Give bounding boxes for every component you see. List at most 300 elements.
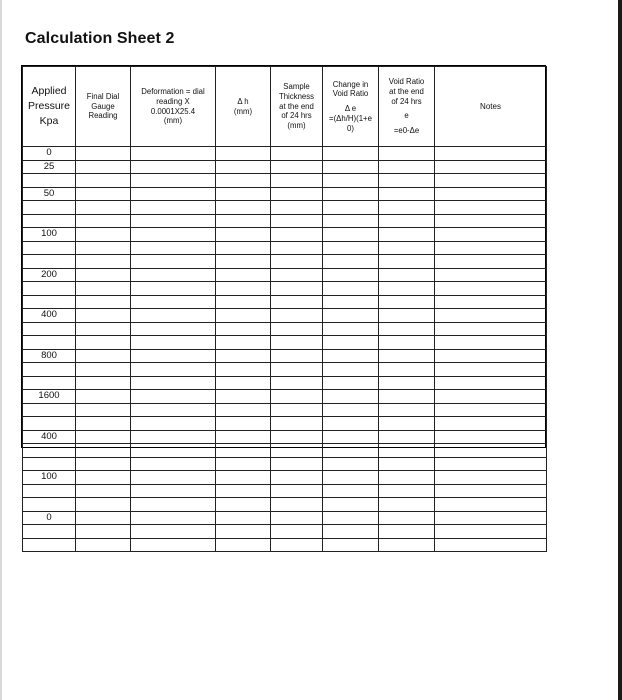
entry-cell[interactable] xyxy=(323,349,379,363)
table-row xyxy=(23,457,547,471)
entry-cell[interactable] xyxy=(216,295,271,309)
header-text: Reading xyxy=(88,111,118,121)
entry-cell[interactable] xyxy=(379,322,435,336)
entry-cell[interactable] xyxy=(379,390,435,404)
pressure-cell[interactable]: 400 xyxy=(23,430,76,444)
entry-cell[interactable] xyxy=(271,187,323,201)
entry-cell[interactable] xyxy=(323,255,379,269)
entry-cell[interactable] xyxy=(131,538,216,552)
entry-cell[interactable] xyxy=(216,457,271,471)
table-row xyxy=(23,444,547,458)
entry-cell[interactable] xyxy=(131,160,216,174)
header-text: at the end xyxy=(279,101,314,111)
entry-cell[interactable] xyxy=(76,525,131,539)
pressure-cell[interactable]: 800 xyxy=(23,349,76,363)
entry-cell[interactable] xyxy=(323,363,379,377)
pressure-cell[interactable]: 0 xyxy=(23,511,76,525)
entry-cell[interactable] xyxy=(435,336,547,350)
entry-cell[interactable] xyxy=(131,201,216,215)
entry-cell[interactable] xyxy=(323,430,379,444)
header-text: Thickness xyxy=(278,91,315,101)
entry-cell[interactable] xyxy=(379,187,435,201)
entry-cell[interactable] xyxy=(76,390,131,404)
table-row xyxy=(23,349,547,363)
pressure-cell[interactable]: 0 xyxy=(23,147,76,161)
entry-cell[interactable] xyxy=(323,484,379,498)
entry-cell[interactable] xyxy=(76,363,131,377)
entry-cell[interactable] xyxy=(323,214,379,228)
entry-cell[interactable] xyxy=(271,336,323,350)
header-delta-h xyxy=(216,67,271,147)
entry-cell[interactable] xyxy=(131,484,216,498)
entry-cell[interactable] xyxy=(216,498,271,512)
header-text: Pressure xyxy=(27,100,70,113)
pressure-cell[interactable]: 400 xyxy=(23,309,76,323)
entry-cell[interactable] xyxy=(379,444,435,458)
pressure-cell[interactable] xyxy=(23,444,76,458)
entry-cell[interactable] xyxy=(271,160,323,174)
header-text: Δ e xyxy=(344,104,357,114)
entry-cell[interactable] xyxy=(379,201,435,215)
entry-cell[interactable] xyxy=(271,525,323,539)
header-text: of 24 hrs xyxy=(281,111,312,121)
entry-cell[interactable] xyxy=(379,511,435,525)
entry-cell[interactable] xyxy=(216,484,271,498)
entry-cell[interactable] xyxy=(76,282,131,296)
entry-cell[interactable] xyxy=(131,376,216,390)
pressure-cell[interactable] xyxy=(23,363,76,377)
entry-cell[interactable] xyxy=(435,174,547,188)
header-text: reading X xyxy=(156,96,190,106)
header-text: 0.0001X25.4 xyxy=(150,106,196,116)
header-text: Applied xyxy=(31,85,67,98)
table-row xyxy=(23,390,547,404)
entry-cell[interactable] xyxy=(131,457,216,471)
header-text: Void Ratio xyxy=(332,89,369,99)
entry-cell[interactable] xyxy=(323,376,379,390)
entry-cell[interactable] xyxy=(216,471,271,485)
entry-cell[interactable] xyxy=(131,147,216,161)
entry-cell[interactable] xyxy=(435,390,547,404)
entry-cell[interactable] xyxy=(271,309,323,323)
entry-cell[interactable] xyxy=(435,160,547,174)
entry-cell[interactable] xyxy=(271,295,323,309)
entry-cell[interactable] xyxy=(131,471,216,485)
entry-cell[interactable] xyxy=(131,430,216,444)
entry-cell[interactable] xyxy=(435,484,547,498)
entry-cell[interactable] xyxy=(271,457,323,471)
entry-cell[interactable] xyxy=(216,376,271,390)
header-text: Sample xyxy=(283,82,310,92)
entry-cell[interactable] xyxy=(131,403,216,417)
entry-cell[interactable] xyxy=(323,403,379,417)
header-final-dial-gauge xyxy=(76,67,131,147)
entry-cell[interactable] xyxy=(323,390,379,404)
entry-cell[interactable] xyxy=(379,484,435,498)
table-row xyxy=(23,471,547,485)
table-row xyxy=(23,525,547,539)
entry-cell[interactable] xyxy=(379,349,435,363)
entry-cell[interactable] xyxy=(271,417,323,431)
entry-cell[interactable] xyxy=(216,187,271,201)
entry-cell[interactable] xyxy=(271,349,323,363)
entry-cell[interactable] xyxy=(435,417,547,431)
entry-cell[interactable] xyxy=(323,511,379,525)
entry-cell[interactable] xyxy=(379,228,435,242)
pressure-cell[interactable] xyxy=(23,241,76,255)
entry-cell[interactable] xyxy=(323,538,379,552)
table-row xyxy=(23,363,547,377)
entry-cell[interactable] xyxy=(76,403,131,417)
header-text: Kpa xyxy=(39,114,59,127)
entry-cell[interactable] xyxy=(216,363,271,377)
table-row xyxy=(23,376,547,390)
entry-cell[interactable] xyxy=(379,403,435,417)
table-row xyxy=(23,160,547,174)
entry-cell[interactable] xyxy=(379,295,435,309)
table-row xyxy=(23,403,547,417)
pressure-cell[interactable] xyxy=(23,282,76,296)
entry-cell[interactable] xyxy=(131,241,216,255)
pressure-cell[interactable] xyxy=(23,255,76,269)
entry-cell[interactable] xyxy=(271,255,323,269)
entry-cell[interactable] xyxy=(271,228,323,242)
entry-cell[interactable] xyxy=(76,147,131,161)
entry-cell[interactable] xyxy=(379,430,435,444)
pressure-cell[interactable]: 200 xyxy=(23,268,76,282)
entry-cell[interactable] xyxy=(323,295,379,309)
header-change-in-void-ratio xyxy=(323,67,379,147)
header-text: of 24 hrs xyxy=(391,96,422,106)
entry-cell[interactable] xyxy=(271,484,323,498)
entry-cell[interactable] xyxy=(271,471,323,485)
entry-cell[interactable] xyxy=(76,444,131,458)
page-edge-shadow xyxy=(618,0,622,700)
entry-cell[interactable] xyxy=(271,444,323,458)
entry-cell[interactable] xyxy=(131,295,216,309)
entry-cell[interactable] xyxy=(76,160,131,174)
entry-cell[interactable] xyxy=(271,241,323,255)
entry-cell[interactable] xyxy=(271,376,323,390)
entry-cell[interactable] xyxy=(435,457,547,471)
table-body xyxy=(23,147,547,552)
entry-cell[interactable] xyxy=(216,174,271,188)
entry-cell[interactable] xyxy=(435,376,547,390)
pressure-cell[interactable]: 50 xyxy=(23,187,76,201)
entry-cell[interactable] xyxy=(76,417,131,431)
entry-cell[interactable] xyxy=(131,417,216,431)
entry-cell[interactable] xyxy=(131,363,216,377)
entry-cell[interactable] xyxy=(216,160,271,174)
table-row xyxy=(23,187,547,201)
header-text: Void Ratio xyxy=(388,77,425,87)
entry-cell[interactable] xyxy=(435,511,547,525)
entry-cell[interactable] xyxy=(271,538,323,552)
table-row xyxy=(23,484,547,498)
pressure-cell[interactable] xyxy=(23,201,76,215)
entry-cell[interactable] xyxy=(76,241,131,255)
header-text: 0) xyxy=(347,123,354,133)
entry-cell[interactable] xyxy=(435,214,547,228)
table-row xyxy=(23,282,547,296)
entry-cell[interactable] xyxy=(379,538,435,552)
table-row xyxy=(23,309,547,323)
entry-cell[interactable] xyxy=(435,241,547,255)
entry-cell[interactable] xyxy=(379,147,435,161)
entry-cell[interactable] xyxy=(323,187,379,201)
entry-cell[interactable] xyxy=(131,390,216,404)
entry-cell[interactable] xyxy=(131,349,216,363)
entry-cell[interactable] xyxy=(379,160,435,174)
pressure-cell[interactable] xyxy=(23,457,76,471)
entry-cell[interactable] xyxy=(379,471,435,485)
entry-cell[interactable] xyxy=(216,430,271,444)
entry-cell[interactable] xyxy=(323,471,379,485)
entry-cell[interactable] xyxy=(271,147,323,161)
entry-cell[interactable] xyxy=(379,417,435,431)
header-text: Gauge xyxy=(91,101,115,111)
entry-cell[interactable] xyxy=(216,255,271,269)
entry-cell[interactable] xyxy=(323,147,379,161)
header-deformation xyxy=(131,67,216,147)
entry-cell[interactable] xyxy=(216,336,271,350)
entry-cell[interactable] xyxy=(131,309,216,323)
entry-cell[interactable] xyxy=(435,187,547,201)
header-row xyxy=(23,67,547,147)
pressure-cell[interactable] xyxy=(23,417,76,431)
entry-cell[interactable] xyxy=(76,457,131,471)
pressure-cell[interactable]: 25 xyxy=(23,160,76,174)
header-text: e xyxy=(404,111,409,121)
pressure-cell[interactable]: 100 xyxy=(23,228,76,242)
entry-cell[interactable] xyxy=(435,363,547,377)
entry-cell[interactable] xyxy=(323,201,379,215)
entry-cell[interactable] xyxy=(379,214,435,228)
entry-cell[interactable] xyxy=(76,538,131,552)
entry-cell[interactable] xyxy=(131,255,216,269)
table-row xyxy=(23,511,547,525)
entry-cell[interactable] xyxy=(76,214,131,228)
table-row xyxy=(23,538,547,552)
entry-cell[interactable] xyxy=(216,214,271,228)
pressure-cell[interactable]: 100 xyxy=(23,471,76,485)
entry-cell[interactable] xyxy=(216,349,271,363)
entry-cell[interactable] xyxy=(131,174,216,188)
entry-cell[interactable] xyxy=(379,336,435,350)
entry-cell[interactable] xyxy=(435,498,547,512)
entry-cell[interactable] xyxy=(76,430,131,444)
entry-cell[interactable] xyxy=(271,201,323,215)
header-text: Change in xyxy=(332,79,369,89)
table-row xyxy=(23,336,547,350)
entry-cell[interactable] xyxy=(216,241,271,255)
entry-cell[interactable] xyxy=(435,322,547,336)
header-text: =e0-Δe xyxy=(393,126,420,136)
entry-cell[interactable] xyxy=(323,268,379,282)
entry-cell[interactable] xyxy=(76,255,131,269)
table-row xyxy=(23,268,547,282)
entry-cell[interactable] xyxy=(379,241,435,255)
entry-cell[interactable] xyxy=(435,471,547,485)
pressure-cell[interactable]: 1600 xyxy=(23,390,76,404)
table-row xyxy=(23,228,547,242)
entry-cell[interactable] xyxy=(76,201,131,215)
header-text: at the end xyxy=(389,86,424,96)
entry-cell[interactable] xyxy=(271,214,323,228)
entry-cell[interactable] xyxy=(435,349,547,363)
entry-cell[interactable] xyxy=(216,403,271,417)
entry-cell[interactable] xyxy=(323,309,379,323)
entry-cell[interactable] xyxy=(76,187,131,201)
entry-cell[interactable] xyxy=(323,444,379,458)
entry-cell[interactable] xyxy=(271,174,323,188)
entry-cell[interactable] xyxy=(323,525,379,539)
entry-cell[interactable] xyxy=(131,444,216,458)
entry-cell[interactable] xyxy=(379,363,435,377)
entry-cell[interactable] xyxy=(271,363,323,377)
entry-cell[interactable] xyxy=(216,390,271,404)
entry-cell[interactable] xyxy=(271,322,323,336)
entry-cell[interactable] xyxy=(323,282,379,296)
entry-cell[interactable] xyxy=(435,309,547,323)
entry-cell[interactable] xyxy=(216,268,271,282)
entry-cell[interactable] xyxy=(131,525,216,539)
entry-cell[interactable] xyxy=(323,241,379,255)
entry-cell[interactable] xyxy=(131,228,216,242)
entry-cell[interactable] xyxy=(435,268,547,282)
entry-cell[interactable] xyxy=(435,147,547,161)
entry-cell[interactable] xyxy=(379,174,435,188)
entry-cell[interactable] xyxy=(379,282,435,296)
entry-cell[interactable] xyxy=(271,430,323,444)
entry-cell[interactable] xyxy=(379,376,435,390)
entry-cell[interactable] xyxy=(271,282,323,296)
pressure-cell[interactable] xyxy=(23,376,76,390)
entry-cell[interactable] xyxy=(131,322,216,336)
entry-cell[interactable] xyxy=(131,336,216,350)
entry-cell[interactable] xyxy=(216,309,271,323)
entry-cell[interactable] xyxy=(131,282,216,296)
entry-cell[interactable] xyxy=(216,538,271,552)
header-text: (mm) xyxy=(233,106,253,116)
pressure-cell[interactable] xyxy=(23,336,76,350)
header-text: Deformation = dial xyxy=(141,87,205,97)
entry-cell[interactable] xyxy=(435,295,547,309)
entry-cell[interactable] xyxy=(76,511,131,525)
entry-cell[interactable] xyxy=(76,484,131,498)
entry-cell[interactable] xyxy=(323,160,379,174)
entry-cell[interactable] xyxy=(435,525,547,539)
entry-cell[interactable] xyxy=(271,511,323,525)
entry-cell[interactable] xyxy=(76,309,131,323)
pressure-cell[interactable] xyxy=(23,525,76,539)
header-text: Δ h xyxy=(237,96,249,106)
entry-cell[interactable] xyxy=(216,322,271,336)
entry-cell[interactable] xyxy=(379,268,435,282)
table-row xyxy=(23,214,547,228)
entry-cell[interactable] xyxy=(216,525,271,539)
entry-cell[interactable] xyxy=(435,255,547,269)
entry-cell[interactable] xyxy=(76,268,131,282)
entry-cell[interactable] xyxy=(216,444,271,458)
header-text: Final Dial xyxy=(86,91,120,101)
table-row xyxy=(23,241,547,255)
entry-cell[interactable] xyxy=(131,187,216,201)
entry-cell[interactable] xyxy=(271,268,323,282)
entry-cell[interactable] xyxy=(216,511,271,525)
pressure-cell[interactable] xyxy=(23,498,76,512)
entry-cell[interactable] xyxy=(76,336,131,350)
entry-cell[interactable] xyxy=(76,471,131,485)
entry-cell[interactable] xyxy=(435,538,547,552)
entry-cell[interactable] xyxy=(76,295,131,309)
entry-cell[interactable] xyxy=(131,268,216,282)
entry-cell[interactable] xyxy=(323,322,379,336)
entry-cell[interactable] xyxy=(271,390,323,404)
entry-cell[interactable] xyxy=(323,336,379,350)
entry-cell[interactable] xyxy=(435,444,547,458)
table-row xyxy=(23,498,547,512)
entry-cell[interactable] xyxy=(435,201,547,215)
entry-cell[interactable] xyxy=(76,376,131,390)
entry-cell[interactable] xyxy=(216,201,271,215)
entry-cell[interactable] xyxy=(131,511,216,525)
entry-cell[interactable] xyxy=(216,282,271,296)
entry-cell[interactable] xyxy=(323,174,379,188)
entry-cell[interactable] xyxy=(435,430,547,444)
pressure-cell[interactable] xyxy=(23,484,76,498)
table-row xyxy=(23,417,547,431)
pressure-cell[interactable] xyxy=(23,174,76,188)
entry-cell[interactable] xyxy=(379,525,435,539)
entry-cell[interactable] xyxy=(271,498,323,512)
entry-cell[interactable] xyxy=(379,255,435,269)
entry-cell[interactable] xyxy=(323,228,379,242)
entry-cell[interactable] xyxy=(271,403,323,417)
entry-cell[interactable] xyxy=(76,174,131,188)
entry-cell[interactable] xyxy=(216,228,271,242)
entry-cell[interactable] xyxy=(435,228,547,242)
entry-cell[interactable] xyxy=(76,322,131,336)
entry-cell[interactable] xyxy=(435,403,547,417)
entry-cell[interactable] xyxy=(379,309,435,323)
pressure-cell[interactable] xyxy=(23,403,76,417)
pressure-cell[interactable] xyxy=(23,295,76,309)
table-row xyxy=(23,147,547,161)
entry-cell[interactable] xyxy=(131,498,216,512)
entry-cell[interactable] xyxy=(323,457,379,471)
table-row xyxy=(23,322,547,336)
entry-cell[interactable] xyxy=(216,417,271,431)
entry-cell[interactable] xyxy=(76,228,131,242)
header-void-ratio xyxy=(379,67,435,147)
entry-cell[interactable] xyxy=(379,498,435,512)
entry-cell[interactable] xyxy=(323,498,379,512)
entry-cell[interactable] xyxy=(76,349,131,363)
header-text: =(Δh/H)(1+e xyxy=(329,113,372,123)
table-row xyxy=(23,255,547,269)
page-title: Calculation Sheet 2 xyxy=(25,30,175,47)
entry-cell[interactable] xyxy=(76,498,131,512)
pressure-cell[interactable] xyxy=(23,322,76,336)
pressure-cell[interactable] xyxy=(23,214,76,228)
entry-cell[interactable] xyxy=(323,417,379,431)
entry-cell[interactable] xyxy=(216,147,271,161)
entry-cell[interactable] xyxy=(379,457,435,471)
entry-cell[interactable] xyxy=(435,282,547,296)
pressure-cell[interactable] xyxy=(23,538,76,552)
entry-cell[interactable] xyxy=(131,214,216,228)
